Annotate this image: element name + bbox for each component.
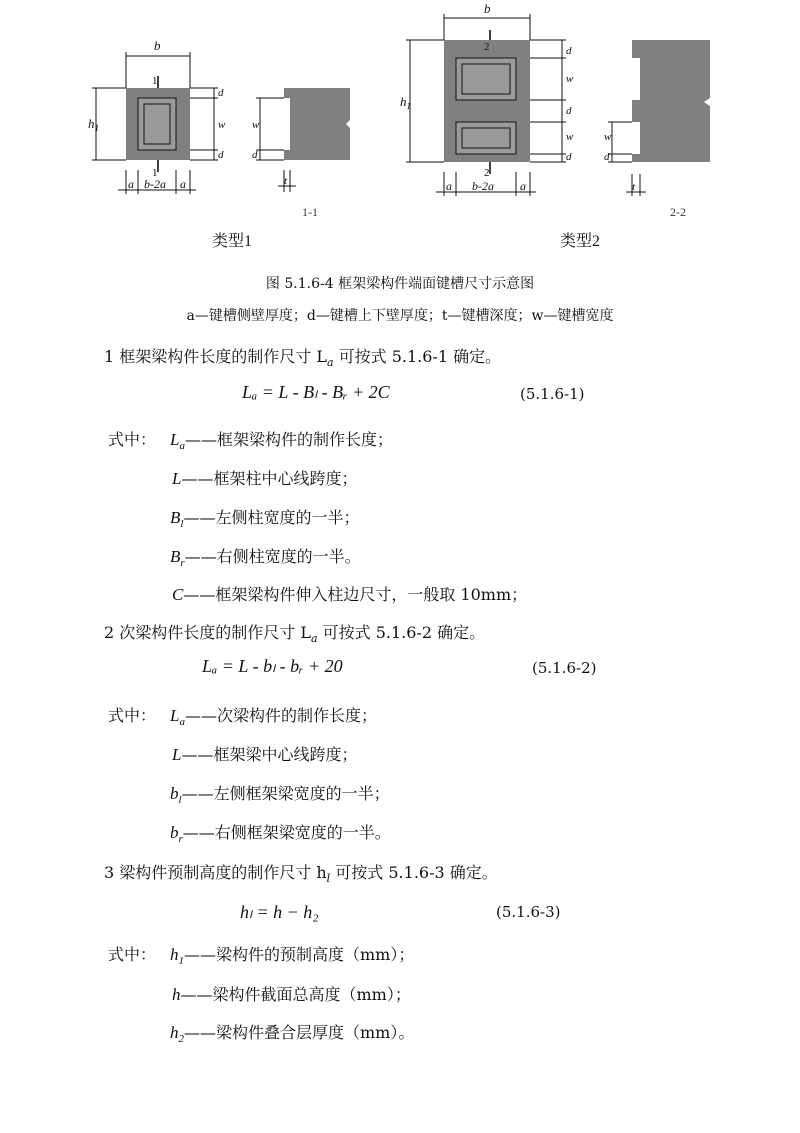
equation-3: hₗ = h − h₂ [240,902,319,922]
section-label-2: 2-2 [670,205,686,219]
dim-d-label: d [252,149,258,161]
definition-row: C——框架梁构件伸入柱边尺寸，一般取 10mm； [172,585,528,604]
dim-b-label-1: b [154,38,161,53]
dim-b2a-label: b-2a [472,179,494,193]
definition-row: L——框架梁中心线跨度； [172,745,358,764]
cut-mark-1: 1 [152,167,158,179]
dim-d-label: d [566,45,572,57]
type2-side-section [632,40,710,162]
type2-label: 类型2 [560,233,601,250]
definition-row: h——梁构件截面总高度（mm）； [172,985,411,1004]
dim-a-label: a [180,177,186,191]
item-1-intro: 1 框架梁构件长度的制作尺寸 $L_a$ 可按式 5.1.6-1 确定。 [104,347,502,370]
dim-d-label: d [604,151,610,163]
definition-row: $L_a——$次梁构件的制作长度； [170,706,377,729]
dim-w-label: w [218,119,226,131]
figure-legend: a—键槽侧壁厚度；d—键槽上下壁厚度；t—键槽深度；w—键槽宽度 [186,308,614,324]
dim-w-label: w [566,73,574,85]
dim-h1-label-2: $h_1$ [400,94,411,111]
item-2-intro: 2 次梁构件长度的制作尺寸 $L_a$ 可按式 5.1.6-2 确定。 [104,623,486,646]
type2-keyway-bottom [456,122,516,154]
dim-b2a-label: b-2a [144,177,166,191]
dim-h1-label-1: $h_1$ [88,116,99,133]
definition-row: $h_1——$梁构件的预制高度（mm）； [170,945,415,968]
section-label-1: 1-1 [302,205,318,219]
dim-a-label: a [520,179,526,193]
cut-mark-2: 2 [484,41,490,53]
type1-side-section [284,88,350,160]
dim-d-label: d [566,151,572,163]
figure-caption: 图 5.1.6-4 框架梁构件端面键槽尺寸示意图 [265,276,535,292]
equation-2-number: (5.1.6-2) [532,659,597,677]
cut-mark-1: 1 [152,75,158,87]
dim-a-label: a [446,179,452,193]
definition-row: $B_r——$右侧柱宽度的一半。 [170,547,361,570]
where-label-1: 式中： [108,430,157,449]
definition-row: $b_r——$右侧框架梁宽度的一半。 [170,823,391,846]
definition-row: $b_l——$左侧框架梁宽度的一半； [170,784,390,807]
definition-row: $B_l——$左侧柱宽度的一半； [170,508,360,531]
equation-1-number: (5.1.6-1) [520,385,585,403]
dim-a-label: a [128,177,134,191]
equation-1: Lₐ = L - Bₗ - Bᵣ + 2C [242,382,390,402]
definition-row: $h_2——$梁构件叠合层厚度（mm）。 [170,1023,415,1046]
keyway-figure [0,0,800,260]
dim-w-label: w [566,131,574,143]
dim-d-label: d [566,105,572,117]
equation-2: Lₐ = L - bₗ - bᵣ + 20 [202,656,343,676]
dim-w-label: w [252,119,260,131]
dim-t-label: t [284,175,288,187]
definition-row: L——框架柱中心线跨度； [172,469,358,488]
type1-label: 类型1 [212,233,253,250]
item-3-intro: 3 梁构件预制高度的制作尺寸 $h_l$ 可按式 5.1.6-3 确定。 [104,863,498,886]
cut-mark-2: 2 [484,167,490,179]
equation-3-number: (5.1.6-3) [496,903,561,921]
dim-b-label-2: b [484,1,491,16]
where-label-2: 式中： [108,706,157,725]
where-label-3: 式中： [108,945,157,964]
dim-d-label: d [218,149,224,161]
dim-w-label: w [604,131,612,143]
dim-t-label: t [632,181,636,193]
definition-row: $L_a——$框架梁构件的制作长度； [170,430,393,453]
dim-d-label: d [218,87,224,99]
